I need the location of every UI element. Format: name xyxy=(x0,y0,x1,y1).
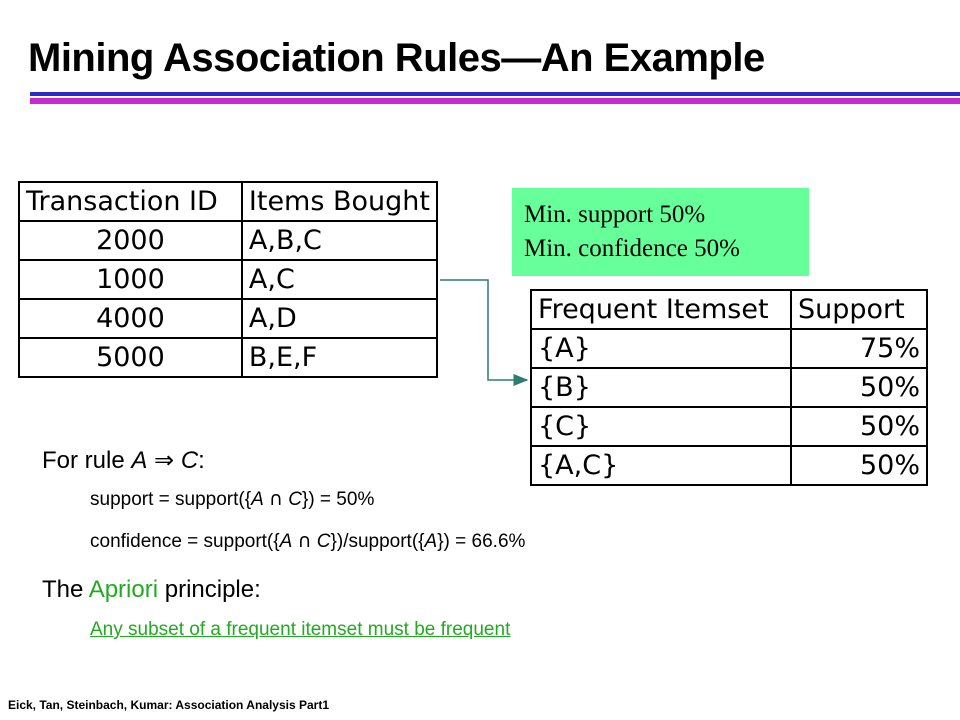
table-row xyxy=(19,260,437,299)
itemset-cell: {A} xyxy=(531,329,791,368)
min-confidence-text: Min. confidence 50% xyxy=(524,235,740,262)
apriori-name: Apriori xyxy=(88,576,159,603)
transaction-id-cell: 1000 xyxy=(19,260,242,299)
apriori-suffix: principle: xyxy=(158,576,261,603)
table-header-row xyxy=(531,290,927,329)
slide-footer: Eick, Tan, Steinbach, Kumar: Association Analysis Part1 xyxy=(8,698,329,712)
support-formula xyxy=(90,488,374,511)
frequent-itemsets-table xyxy=(530,289,928,486)
table-header-row xyxy=(19,182,437,221)
table-row xyxy=(531,407,927,446)
rule-prefix: For rule xyxy=(42,447,132,474)
transaction-id-cell: 4000 xyxy=(19,299,242,338)
slide-title: Mining Association Rules—An Example xyxy=(28,36,765,80)
formula-text: support = support({ xyxy=(90,489,252,510)
transaction-id-cell: 2000 xyxy=(19,221,242,260)
formula-var: C xyxy=(288,489,302,510)
apriori-statement: Any subset of a frequent itemset must be frequent xyxy=(90,619,511,640)
formula-text: confidence = support({ xyxy=(90,531,280,552)
confidence-formula xyxy=(90,530,525,553)
column-header: Frequent Itemset xyxy=(531,290,791,329)
itemset-cell: {A,C} xyxy=(531,446,791,485)
intersection-symbol: ∩ xyxy=(269,488,283,510)
apriori-heading xyxy=(42,576,261,604)
title-underline-magenta xyxy=(30,98,960,104)
apriori-prefix: The xyxy=(42,576,89,603)
formula-text: })/support({ xyxy=(330,531,425,552)
thresholds-box xyxy=(512,188,809,276)
table-row xyxy=(19,221,437,260)
rule-suffix: : xyxy=(198,447,205,474)
items-bought-cell: A,D xyxy=(242,299,437,338)
table-row xyxy=(531,446,927,485)
formula-text: }) = 50% xyxy=(301,489,375,510)
column-header: Transaction ID xyxy=(19,182,242,221)
rule-antecedent: A xyxy=(131,447,148,474)
intersection-symbol: ∩ xyxy=(297,530,312,552)
support-cell: 50% xyxy=(791,446,927,485)
rule-heading xyxy=(42,446,205,475)
implies-symbol: ⇒ xyxy=(154,446,175,474)
items-bought-cell: A,B,C xyxy=(242,221,437,260)
min-support-text: Min. support 50% xyxy=(524,201,706,228)
support-cell: 75% xyxy=(791,329,927,368)
table-row xyxy=(531,368,927,407)
items-bought-cell: B,E,F xyxy=(242,338,437,377)
itemset-cell: {C} xyxy=(531,407,791,446)
itemset-cell: {B} xyxy=(531,368,791,407)
formula-var: A xyxy=(424,531,438,552)
column-header: Support xyxy=(791,290,927,329)
table-row xyxy=(19,338,437,377)
transactions-table xyxy=(18,181,438,378)
support-cell: 50% xyxy=(791,368,927,407)
formula-var: C xyxy=(316,531,331,552)
table-row xyxy=(531,329,927,368)
items-bought-cell: A,C xyxy=(242,260,437,299)
formula-text: }) = 66.6% xyxy=(437,531,526,552)
transaction-id-cell: 5000 xyxy=(19,338,242,377)
table-row xyxy=(19,299,437,338)
title-underline-blue xyxy=(30,92,960,96)
formula-var: A xyxy=(279,531,293,552)
column-header: Items Bought xyxy=(242,182,437,221)
formula-var: A xyxy=(251,489,264,510)
support-cell: 50% xyxy=(791,407,927,446)
rule-consequent: C xyxy=(180,447,199,474)
